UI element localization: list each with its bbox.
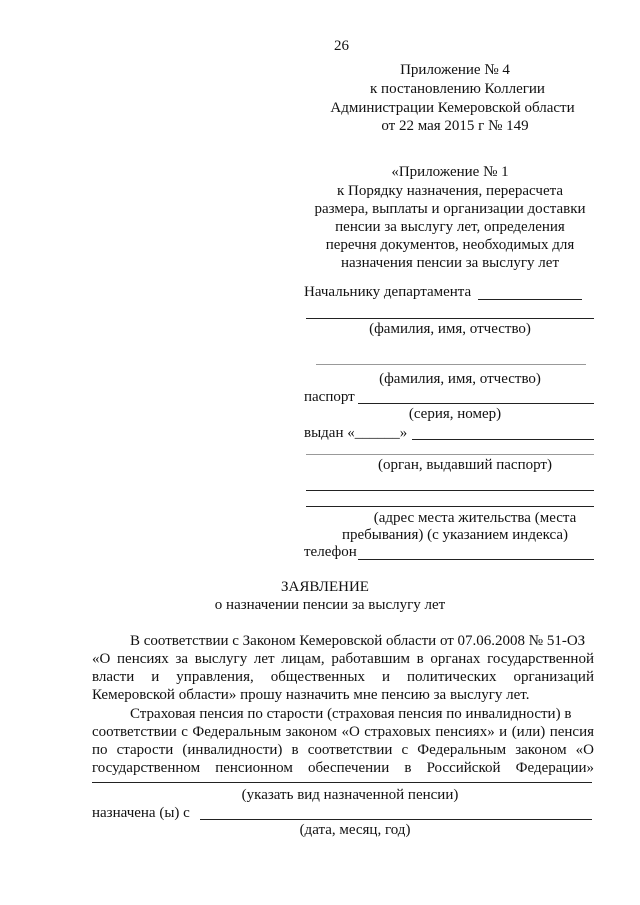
p1-line3	[92, 669, 594, 686]
fio-field-1[interactable]	[306, 318, 594, 319]
phone-field[interactable]	[358, 559, 594, 560]
address-field-1[interactable]	[306, 490, 594, 491]
head-name-field[interactable]	[478, 299, 582, 300]
p1-line1: В соответствии с Законом Кемеровской области от 07.06.2008 № 51-ОЗ	[130, 633, 586, 649]
p2-line3-text: по старости (инвалидности) в соответствии с Федеральным законом «О	[92, 742, 594, 758]
head-label: Начальнику департамента	[304, 284, 472, 300]
appendix-1-line2: к Порядку назначения, перерасчета	[336, 183, 564, 199]
appendix-1-line6: назначения пенсии за выслугу лет	[340, 255, 559, 271]
issued-label: выдан «______»	[304, 425, 408, 441]
fio-field-2[interactable]	[316, 364, 586, 365]
series-caption: (серия, номер)	[408, 406, 502, 422]
appendix-1-line1: «Приложение № 1	[391, 164, 509, 180]
appendix-4-line1: Приложение № 4	[400, 62, 510, 78]
assigned-label: назначена (ы) с	[92, 805, 190, 821]
p2-line1: Страховая пенсия по старости (страховая пенсия по инвалидности) в	[130, 706, 572, 722]
fio-caption-1: (фамилия, имя, отчество)	[369, 321, 531, 337]
address-caption-2: пребывания) (с указанием индекса)	[341, 527, 569, 543]
pension-type-field[interactable]	[92, 782, 592, 783]
date-caption: (дата, месяц, год)	[299, 822, 411, 838]
address-field-2[interactable]	[306, 506, 594, 507]
appendix-4-line3: Администрации Кемеровской области	[330, 100, 575, 116]
appendix-1-line3: размера, выплаты и организации доставки	[314, 201, 586, 217]
appendix-4-line2: к постановлению Коллегии	[370, 81, 545, 97]
fio-caption-2: (фамилия, имя, отчество)	[379, 371, 541, 387]
p1-line2-text: «О пенсиях за выслугу лет лицам, работавшим в органах государственной	[92, 651, 594, 667]
appendix-1-line4: пенсии за выслугу лет, определения	[335, 219, 565, 235]
appendix-4-line4: от 22 мая 2015 г № 149	[381, 118, 529, 134]
pension-caption: (указать вид назначенной пенсии)	[241, 787, 459, 803]
issued-field[interactable]	[412, 439, 594, 440]
statement-subtitle: о назначении пенсии за выслугу лет	[214, 597, 446, 613]
appendix-1-line5: перечня документов, необходимых для	[325, 237, 575, 253]
p1-line3-text: власти и управления, общественных и политических организаций	[92, 669, 594, 685]
address-caption-1: (адрес места жительства (места	[373, 510, 577, 526]
passport-field[interactable]	[358, 403, 594, 404]
passport-label: паспорт	[304, 389, 355, 405]
p2-line2-text: соответствии с Федеральным законом «О страховых пенсиях» и (или) пенсия	[92, 724, 594, 740]
p2-line4	[92, 760, 594, 777]
issuer-caption: (орган, выдавший паспорт)	[378, 457, 552, 473]
phone-label: телефон	[304, 544, 357, 560]
p2-line2	[92, 724, 594, 741]
p2-line4-text: государственном пенсионном обеспечении в Российской Федерации»	[92, 760, 594, 776]
p2-line3	[92, 742, 594, 759]
statement-title: ЗАЯВЛЕНИЕ	[281, 579, 369, 595]
page-number: 26	[334, 38, 349, 54]
p1-line2	[92, 651, 594, 668]
issuer-field[interactable]	[306, 454, 594, 455]
assigned-date-field[interactable]	[200, 819, 592, 820]
p1-line4: Кемеровской области» прошу назначить мне пенсию за выслугу лет.	[92, 687, 530, 703]
